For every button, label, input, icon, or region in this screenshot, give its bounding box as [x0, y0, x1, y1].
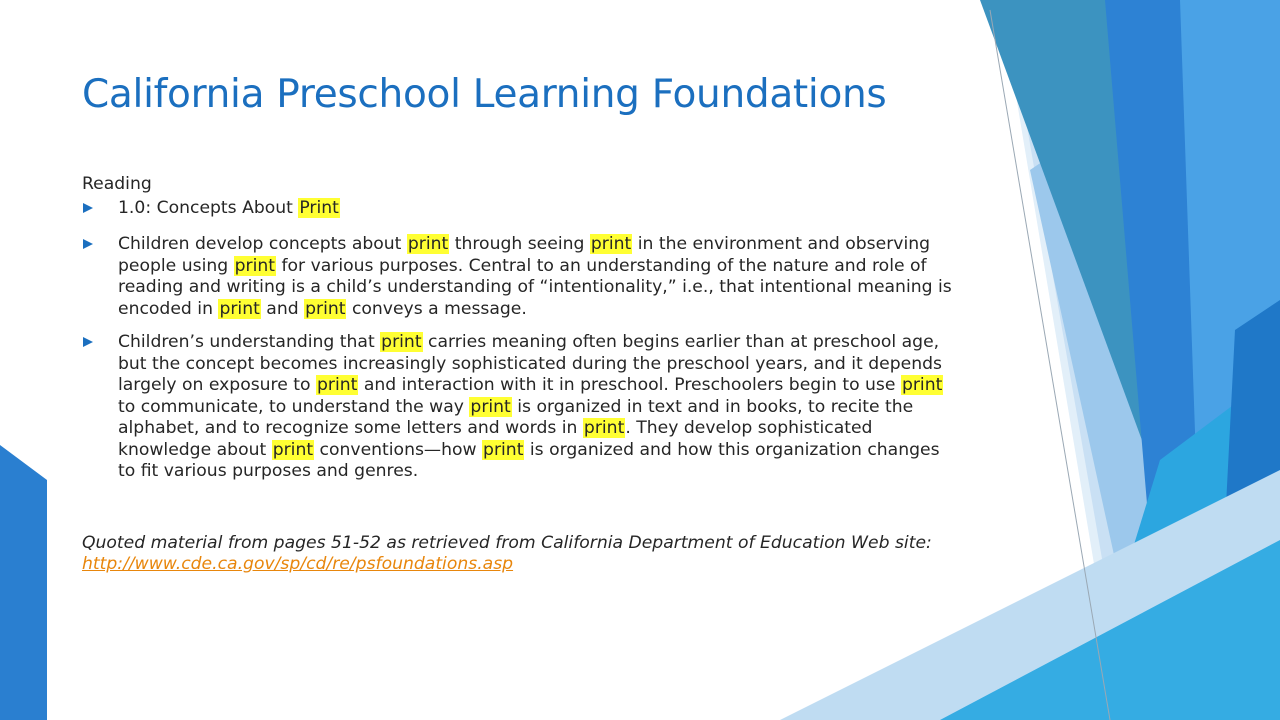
highlighted-word: print	[590, 234, 632, 254]
highlighted-word: print	[272, 439, 314, 460]
left-accent-shape	[0, 445, 47, 720]
bullet-item-children-develop	[82, 234, 962, 320]
highlighted-word: print	[234, 255, 276, 276]
bullet-text: Children’s understanding that print carries meaning often begins earlier than at preschool age, but the concept becomes increasingly sophisticated during the preschool years, and it depends largely on exposure to print and interaction with it in preschool. Preschoolers begin to use print to communicate, to understand the way print is organized in text and in books, to recite the alphabet, and to recognize some letters and words in print. They develop sophisticated knowledge about print conventions—how print is organized and how this organization changes to fit various purposes and genres.	[118, 332, 943, 481]
triangle-bullet-icon	[83, 239, 93, 249]
highlighted-word: Print	[299, 197, 339, 218]
section-heading: Reading	[82, 174, 152, 194]
highlighted-word: print	[305, 298, 346, 319]
citation	[82, 533, 962, 576]
triangle-bullet-icon	[83, 203, 93, 213]
highlighted-word: print	[219, 298, 260, 319]
citation-link[interactable]: http://www.cde.ca.gov/sp/cd/re/psfoundations.asp	[82, 554, 514, 574]
bullet-text: 1.0: Concepts About Print	[118, 197, 339, 218]
bullet-item-concepts-about-print	[82, 198, 962, 220]
highlighted-word: print	[583, 418, 625, 438]
highlighted-word: print	[470, 396, 511, 417]
bullet-item-understanding-print	[82, 332, 962, 483]
highlighted-word: print	[407, 234, 449, 254]
highlighted-word: print	[381, 332, 422, 352]
triangle-bullet-icon	[83, 337, 93, 347]
highlighted-word: print	[901, 375, 943, 395]
slide-body	[82, 174, 962, 593]
highlighted-word: print	[483, 439, 524, 460]
citation-text: Quoted material from pages 51-52 as retrieved from California Department of Education Web site:	[82, 532, 932, 553]
page-title: California Preschool Learning Foundations	[82, 72, 887, 117]
highlighted-word: print	[317, 375, 358, 395]
bullet-text: Children develop concepts about print through seeing print in the environment and observing people using print for various purposes. Central to an understanding of the nature and role of reading and writing is a child’s understanding of “intentionality,” i.e., that intentional meaning is encoded in print and print conveys a message.	[118, 234, 952, 319]
